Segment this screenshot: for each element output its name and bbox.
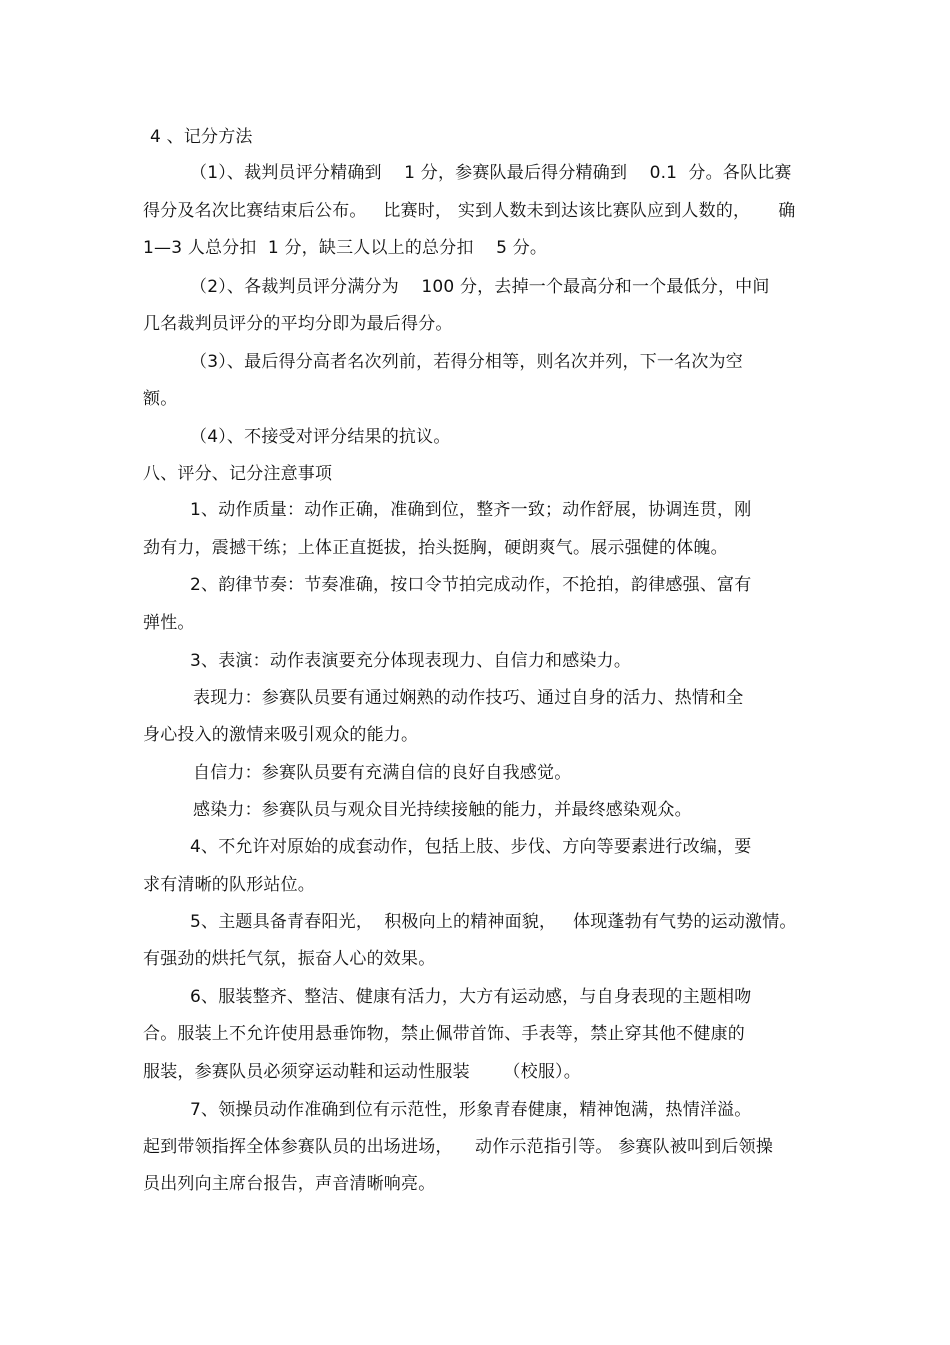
- note-6-line-3: 服装，参赛队员必须穿运动鞋和运动性服装 （校服）。: [143, 1062, 581, 1082]
- note-5-line-2: 有强劲的烘托气氛，振奋人心的效果。: [143, 949, 436, 969]
- scoring-rule-2-line-2: 几名裁判员评分的平均分即为最后得分。: [143, 314, 453, 334]
- note-7-line-3: 员出列向主席台报告，声音清晰响亮。: [143, 1174, 436, 1194]
- scoring-rule-2-line-1: （2）、各裁判员评分满分为 100 分，去掉一个最高分和一个最低分，中间: [190, 277, 770, 297]
- note-7-line-2: 起到带领指挥全体参赛队员的出场进场， 动作示范指引等。 参赛队被叫到后领操: [143, 1137, 774, 1157]
- section-8-heading: 八、评分、记分注意事项: [143, 464, 333, 484]
- note-4-line-1: 4、不允许对原始的成套动作，包括上肢、步伐、方向等要素进行改编，要: [190, 837, 752, 857]
- scoring-rule-1-line-3: 1—3 人总分扣 1 分，缺三人以上的总分扣 5 分。: [143, 238, 548, 258]
- note-5-line-1: 5、主题具备青春阳光， 积极向上的精神面貌， 体现蓬勃有气势的运动激情。: [190, 912, 797, 932]
- note-1-line-2: 劲有力，震撼干练；上体正直挺拔，抬头挺胸，硬朗爽气。展示强健的体魄。: [143, 538, 728, 558]
- scoring-rule-4-line-1: （4）、不接受对评分结果的抗议。: [190, 427, 451, 447]
- note-3-expressiveness-line-2: 身心投入的激情来吸引观众的能力。: [143, 725, 419, 745]
- note-3-expressiveness-line-1: 表现力：参赛队员要有通过娴熟的动作技巧、通过自身的活力、热情和全: [193, 688, 744, 708]
- scoring-rule-1-line-1: （1）、裁判员评分精确到 1 分，参赛队最后得分精确到 0.1 分。各队比赛: [190, 163, 792, 183]
- note-1-line-1: 1、动作质量：动作正确，准确到位，整齐一致；动作舒展，协调连贯，刚: [190, 500, 752, 520]
- note-3-line-1: 3、表演：动作表演要充分体现表现力、自信力和感染力。: [190, 651, 632, 671]
- note-3-appeal-line: 感染力：参赛队员与观众目光持续接触的能力，并最终感染观众。: [193, 800, 692, 820]
- scoring-rule-3-line-2: 额。: [143, 389, 178, 409]
- note-6-line-2: 合。服装上不允许使用悬垂饰物，禁止佩带首饰、手表等，禁止穿其他不健康的: [143, 1024, 745, 1044]
- scoring-rule-1-line-2: 得分及名次比赛结束后公布。 比赛时， 实到人数未到达该比赛队应到人数的， 确: [143, 201, 796, 221]
- note-2-line-2: 弹性。: [143, 613, 195, 633]
- note-6-line-1: 6、服装整齐、整洁、健康有活力，大方有运动感，与自身表现的主题相吻: [190, 987, 752, 1007]
- note-3-confidence-line: 自信力：参赛队员要有充满自信的良好自我感觉。: [193, 763, 572, 783]
- note-4-line-2: 求有清晰的队形站位。: [143, 875, 315, 895]
- section-4-heading: 4 、记分方法: [150, 127, 253, 147]
- scoring-rule-3-line-1: （3）、最后得分高者名次列前，若得分相等，则名次并列，下一名次为空: [190, 352, 743, 372]
- note-7-line-1: 7、领操员动作准确到位有示范性，形象青春健康，精神饱满，热情洋溢。: [190, 1100, 752, 1120]
- note-2-line-1: 2、韵律节奏：节奏准确，按口令节拍完成动作，不抢拍，韵律感强、富有: [190, 575, 752, 595]
